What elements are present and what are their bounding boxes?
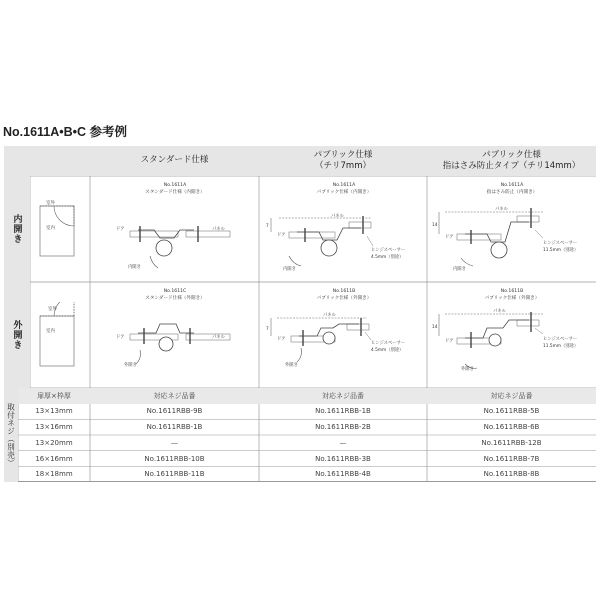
door-label: ドア (116, 227, 125, 232)
row-label-outward: 外開き (4, 282, 30, 388)
hinge-drawing (271, 216, 373, 266)
screw-part-number-cell: No.1611RBB-2B (315, 423, 371, 432)
room-outside-label: 室外 (48, 307, 57, 312)
room-inside-label: 室内 (46, 226, 55, 231)
screw-part-number-cell: No.1611RBB-5B (483, 407, 540, 416)
header-finger-guard-line2: 指はさみ防止タイプ（チリ14mm） (442, 161, 581, 171)
screw-part-number-cell: — (171, 438, 178, 447)
panel-label: パネル (331, 214, 344, 219)
screw-table-header-cell: 扉厚×枠厚 (18, 388, 90, 404)
screw-part-number-cell: No.1611RBB-11B (144, 470, 205, 479)
door-label: ドア (445, 235, 454, 240)
spacer-size-label: 4.5mm（別途） (371, 348, 404, 353)
figure-spec: パブリック仕様（外開き） (316, 296, 372, 301)
reference-table (4, 146, 596, 482)
door-label: ドア (116, 335, 125, 340)
dimension-label: 14 (432, 223, 438, 228)
dimension-label: 7 (266, 224, 269, 229)
direction-label: 内開き (128, 265, 141, 270)
screw-table-header-cell: 対応ネジ品番 (427, 388, 596, 404)
door-label: ドア (277, 233, 286, 238)
hinge-figure-finger-guard-outward (431, 284, 593, 386)
hinge-figure-standard-outward (94, 284, 256, 386)
spacer-label: ヒンジスペーサー (543, 337, 578, 342)
dimension-label: 14 (432, 325, 438, 330)
header-public-line2: （チリ7mm） (315, 161, 371, 171)
direction-label: 外開き (285, 363, 298, 368)
direction-label: 外開き (461, 367, 474, 372)
spacer-label: ヒンジスペーサー (371, 341, 406, 346)
screw-part-number-cell: No.1611RBB-8B (483, 470, 540, 479)
spacer-size-label: 11.5mm（別途） (543, 248, 579, 253)
screw-part-number-cell: No.1611RBB-12B (481, 438, 542, 447)
hinge-figure-public-inward (263, 178, 425, 280)
corner-header (4, 146, 90, 176)
panel-label: パネル (493, 309, 506, 314)
hinge-drawing (130, 324, 230, 364)
hinge-figure-finger-guard-inward (431, 178, 593, 280)
screw-part-number-cell: No.1611RBB-6B (483, 423, 540, 432)
hinge-drawing (439, 208, 543, 266)
panel-label: パネル (323, 313, 336, 318)
hinge-drawing (271, 318, 371, 362)
screw-part-number-cell: No.1611RBB-1B (315, 407, 371, 416)
figure-model: No.1611B (500, 289, 524, 294)
row-label-inward: 内開き (4, 176, 30, 282)
door-label: ドア (445, 339, 454, 344)
panel-label: パネル (212, 335, 225, 340)
figure-spec: パブリック仕様（外開き） (484, 296, 540, 301)
door-label: ドア (277, 337, 286, 342)
screw-size-cell: 13×20mm (35, 438, 73, 447)
figure-model: No.1611B (332, 289, 356, 294)
direction-label: 内開き (283, 267, 296, 272)
page-title: No.1611A•B•C 参考例 (3, 125, 128, 139)
room-inside-label: 室内 (46, 329, 55, 334)
direction-label: 内開き (453, 267, 466, 272)
screw-part-number-cell: No.1611RBB-1B (146, 423, 203, 432)
row-label-screws: 取付ネジ（別売） (4, 388, 18, 482)
spacer-size-label: 4.5mm（別途） (371, 255, 404, 260)
screw-part-number-cell: No.1611RBB-4B (315, 470, 371, 479)
screw-part-number-cell: — (339, 438, 347, 447)
room-diagram-inward (32, 196, 88, 272)
hinge-figure-standard-inward (94, 178, 256, 280)
hinge-drawing (130, 226, 230, 268)
figure-model: No.1611A (332, 183, 356, 188)
dimension-label: 7 (266, 327, 269, 332)
spacer-label: ヒンジスペーサー (543, 241, 578, 246)
screw-table-header-cell: 対応ネジ品番 (259, 388, 427, 404)
figure-spec: 指はさみ防止（内開き） (486, 190, 538, 195)
screw-size-cell: 13×13mm (35, 407, 73, 416)
figure-model: No.1611C (163, 289, 187, 294)
panel-label: パネル (212, 227, 225, 232)
screw-part-number-cell: No.1611RBB-3B (315, 454, 371, 463)
screw-table-header-cell: 対応ネジ品番 (90, 388, 259, 404)
header-public (259, 146, 427, 176)
hinge-figure-public-outward (263, 284, 425, 386)
screw-size-cell: 18×18mm (35, 470, 73, 479)
figure-model: No.1611A (163, 183, 187, 188)
spacer-size-label: 11.5mm（別途） (543, 344, 579, 349)
header-finger-guard-line1: パブリック仕様 (482, 149, 541, 160)
screw-part-number-cell: No.1611RBB-10B (144, 454, 205, 463)
room-diagram-outward (32, 302, 88, 378)
figure-spec: スタンダード仕様（外開き） (145, 296, 205, 301)
hinge-drawing (439, 312, 543, 369)
figure-model: No.1611A (500, 183, 524, 188)
header-public-line1: パブリック仕様 (313, 149, 373, 160)
header-standard-line1: スタンダード仕様 (140, 155, 209, 166)
direction-label: 外開き (124, 363, 137, 368)
screw-part-number-cell: No.1611RBB-7B (483, 454, 540, 463)
figure-spec: スタンダード仕様（内開き） (145, 190, 205, 195)
screw-size-cell: 13×16mm (35, 423, 73, 432)
figure-spec: パブリック仕様（内開き） (316, 190, 372, 195)
screw-part-number-cell: No.1611RBB-9B (146, 407, 203, 416)
header-finger-guard (427, 146, 596, 176)
header-standard (90, 146, 259, 176)
screw-size-cell: 16×16mm (35, 454, 73, 463)
spacer-label: ヒンジスペーサー (371, 248, 406, 253)
room-outside-label: 室外 (46, 201, 55, 206)
panel-label: パネル (495, 207, 508, 212)
